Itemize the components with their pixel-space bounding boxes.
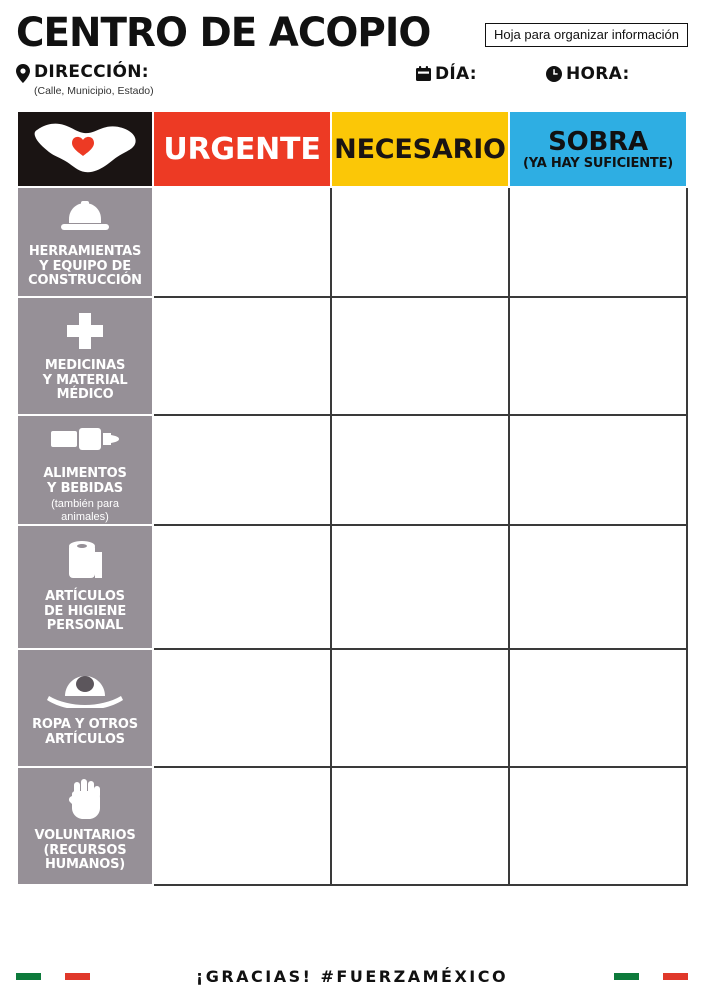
day-label: DÍA:: [435, 64, 477, 84]
column-header-urgente: [153, 111, 331, 187]
cell-voluntarios-necesario[interactable]: [331, 767, 509, 885]
cell-medicinas-sobra[interactable]: [509, 297, 687, 415]
address-hint: (Calle, Municipio, Estado): [34, 84, 154, 97]
category-label: VOLUNTARIOS (RECURSOS HUMANOS): [34, 828, 136, 873]
medical-cross-icon: [18, 309, 152, 353]
cell-higiene-necesario[interactable]: [331, 525, 509, 649]
category-ropa: [17, 649, 153, 767]
cell-medicinas-urgente[interactable]: [153, 297, 331, 415]
table-row: [17, 415, 687, 525]
table-row: [17, 767, 687, 885]
subtitle-box: Hoja para organizar información: [485, 23, 688, 47]
table-row: [17, 525, 687, 649]
cell-alimentos-sobra[interactable]: [509, 415, 687, 525]
table-header-row: [17, 111, 687, 187]
category-alimentos: [17, 415, 153, 525]
table-row: [17, 649, 687, 767]
category-medicinas: [17, 297, 153, 415]
day-field[interactable]: [416, 66, 477, 87]
cell-alimentos-urgente[interactable]: [153, 415, 331, 525]
cell-herramientas-urgente[interactable]: [153, 187, 331, 297]
page-title: CENTRO DE ACOPIO: [16, 10, 431, 56]
cell-ropa-necesario[interactable]: [331, 649, 509, 767]
table-row: [17, 297, 687, 415]
clock-icon: [546, 66, 562, 87]
location-pin-icon: [16, 64, 30, 88]
category-label: ROPA Y OTROS ARTÍCULOS: [32, 717, 138, 747]
cell-ropa-urgente[interactable]: [153, 649, 331, 767]
meta-row: [16, 64, 688, 106]
hour-field[interactable]: [546, 66, 630, 87]
address-field[interactable]: [16, 64, 154, 97]
raised-fist-icon: [18, 779, 152, 823]
mexican-flag-left-icon: [16, 973, 90, 980]
cell-voluntarios-urgente[interactable]: [153, 767, 331, 885]
cell-higiene-urgente[interactable]: [153, 525, 331, 649]
footer-text: ¡GRACIAS! #FUERZAMÉXICO: [195, 967, 509, 986]
food-bottle-icon: [18, 417, 152, 461]
hour-label: HORA:: [566, 64, 630, 84]
category-note: (también para animales): [51, 498, 119, 523]
cell-higiene-sobra[interactable]: [509, 525, 687, 649]
column-header-sobra-label: SOBRA: [548, 126, 648, 157]
cell-herramientas-sobra[interactable]: [509, 187, 687, 297]
column-header-necesario: [331, 111, 509, 187]
cell-herramientas-necesario[interactable]: [331, 187, 509, 297]
cell-ropa-sobra[interactable]: [509, 649, 687, 767]
column-header-necesario-label: NECESARIO: [334, 133, 506, 165]
toilet-paper-icon: [18, 540, 152, 584]
category-label: ALIMENTOS Y BEBIDAS: [43, 466, 127, 496]
mexico-map-heart-icon: [17, 111, 153, 187]
cell-medicinas-necesario[interactable]: [331, 297, 509, 415]
category-herramientas: [17, 187, 153, 297]
calendar-icon: [416, 66, 431, 87]
header: [16, 10, 688, 56]
category-label: MEDICINAS Y MATERIAL MÉDICO: [42, 358, 128, 403]
category-label: ARTÍCULOS DE HIGIENE PERSONAL: [43, 589, 127, 634]
clothes-hat-icon: [18, 668, 152, 712]
hard-hat-icon: [18, 195, 152, 239]
category-label: HERRAMIENTAS Y EQUIPO DE CONSTRUCCIÓN: [28, 244, 142, 289]
category-higiene: [17, 525, 153, 649]
acopio-table: [16, 110, 688, 886]
table-row: [17, 187, 687, 297]
category-voluntarios: [17, 767, 153, 885]
footer: [16, 967, 688, 986]
column-header-urgente-label: URGENTE: [163, 131, 321, 167]
column-header-sobra-sub: (YA HAY SUFICIENTE): [523, 155, 673, 171]
address-label: DIRECCIÓN:: [34, 62, 149, 82]
mexican-flag-right-icon: [614, 973, 688, 980]
column-header-sobra: [509, 111, 687, 187]
cell-alimentos-necesario[interactable]: [331, 415, 509, 525]
cell-voluntarios-sobra[interactable]: [509, 767, 687, 885]
